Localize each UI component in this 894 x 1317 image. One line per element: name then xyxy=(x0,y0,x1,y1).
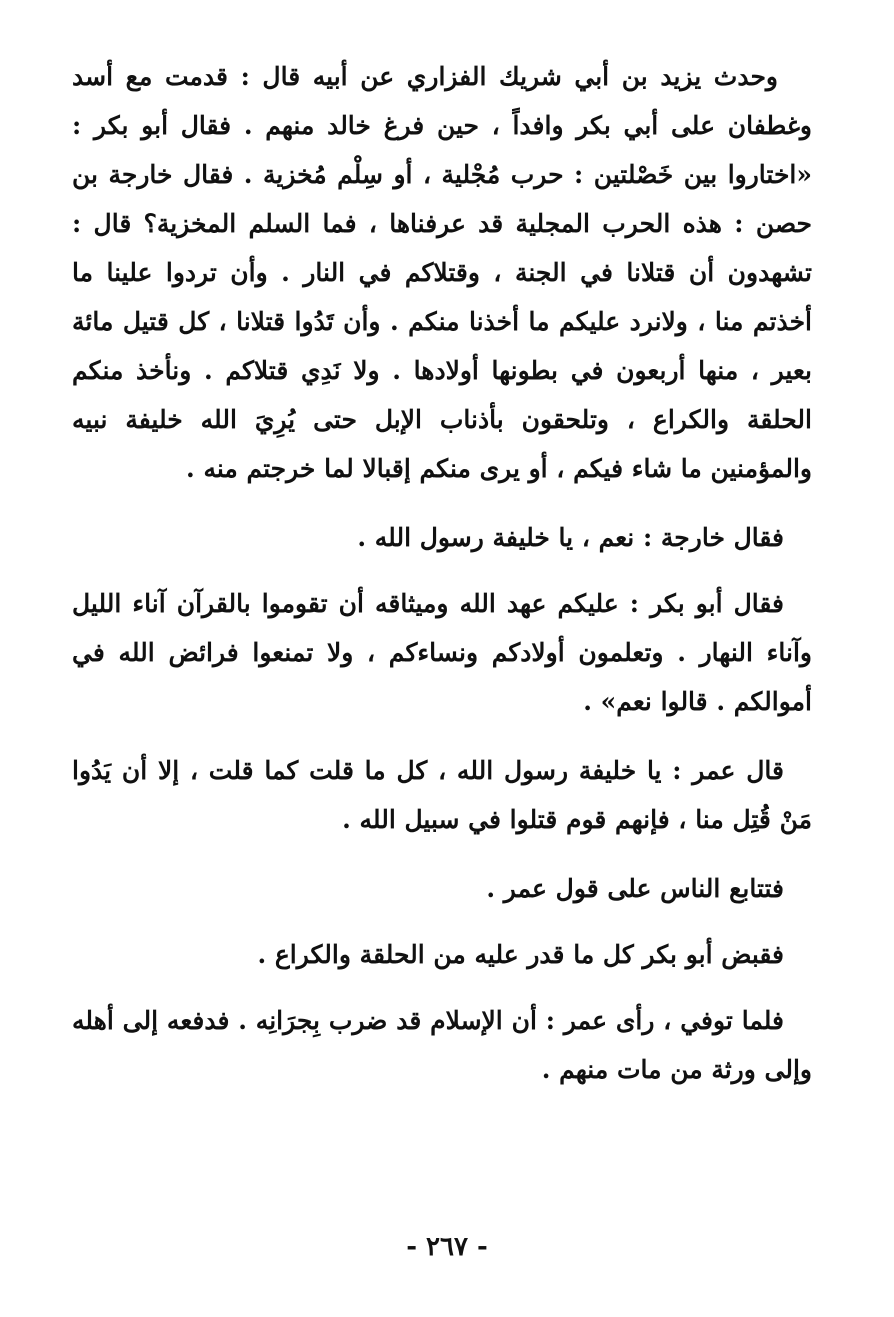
paragraph-1: وحدث يزيد بن أبي شريك الفزاري عن أبيه قال : قدمت مع أسد وغطفان على أبي بكر وافداً ، حين فرغ خالد منهم . فقال أبو بكر : «اختاروا بين خَصْلتين : حرب مُجْلية ، أو سِلْم مُخزية . فقال خارجة بن حصن : هذه الحرب المجلية قد عرفناها ، فما السلم المخزية؟ قال : تشهدون أن قتلانا في الجنة ، وقتلاكم في النار . وأن تردوا علينا ما أخذتم منا ، ولانرد عليكم ما أخذنا منكم . وأن تَدُوا قتلانا ، كل قتيل مائة بعير ، منها أربعون في بطونها أولادها . ولا نَدِي قتلاكم . ونأخذ منكم الحلقة والكراع ، وتلحقون بأذناب الإبل حتى يُرِيَ الله خليفة نبيه والمؤمنين ما شاء فيكم ، أو يرى منكم إقبالا لما خرجتم منه . xyxy=(72,62,812,483)
page-number: - ٢٦٧ - xyxy=(406,1232,488,1262)
paragraph-6: فقبض أبو بكر كل ما قدر عليه من الحلقة والكراع . xyxy=(257,940,784,969)
paragraph-2: فقال خارجة : نعم ، يا خليفة رسول الله . xyxy=(357,523,784,552)
paragraph-4: قال عمر : يا خليفة رسول الله ، كل ما قلت كما قلت ، إلا أن يَدُوا مَنْ قُتِل منا ، فإنهم قوم قتلوا في سبيل الله . xyxy=(72,756,812,834)
paragraph-5: فتتابع الناس على قول عمر . xyxy=(486,874,784,903)
paragraph-7: فلما توفي ، رأى عمر : أن الإسلام قد ضرب بِجرَانِه . فدفعه إلى أهله وإلى ورثة من مات منهم . xyxy=(72,1006,812,1084)
paragraph-3: فقال أبو بكر : عليكم عهد الله وميثاقه أن تقوموا بالقرآن آناء الليل وآناء النهار . وتعلمون أولادكم ونساءكم ، ولا تمنعوا فرائض الله في أموالكم . قالوا نعم» . xyxy=(72,589,812,716)
page-body xyxy=(72,52,812,1114)
